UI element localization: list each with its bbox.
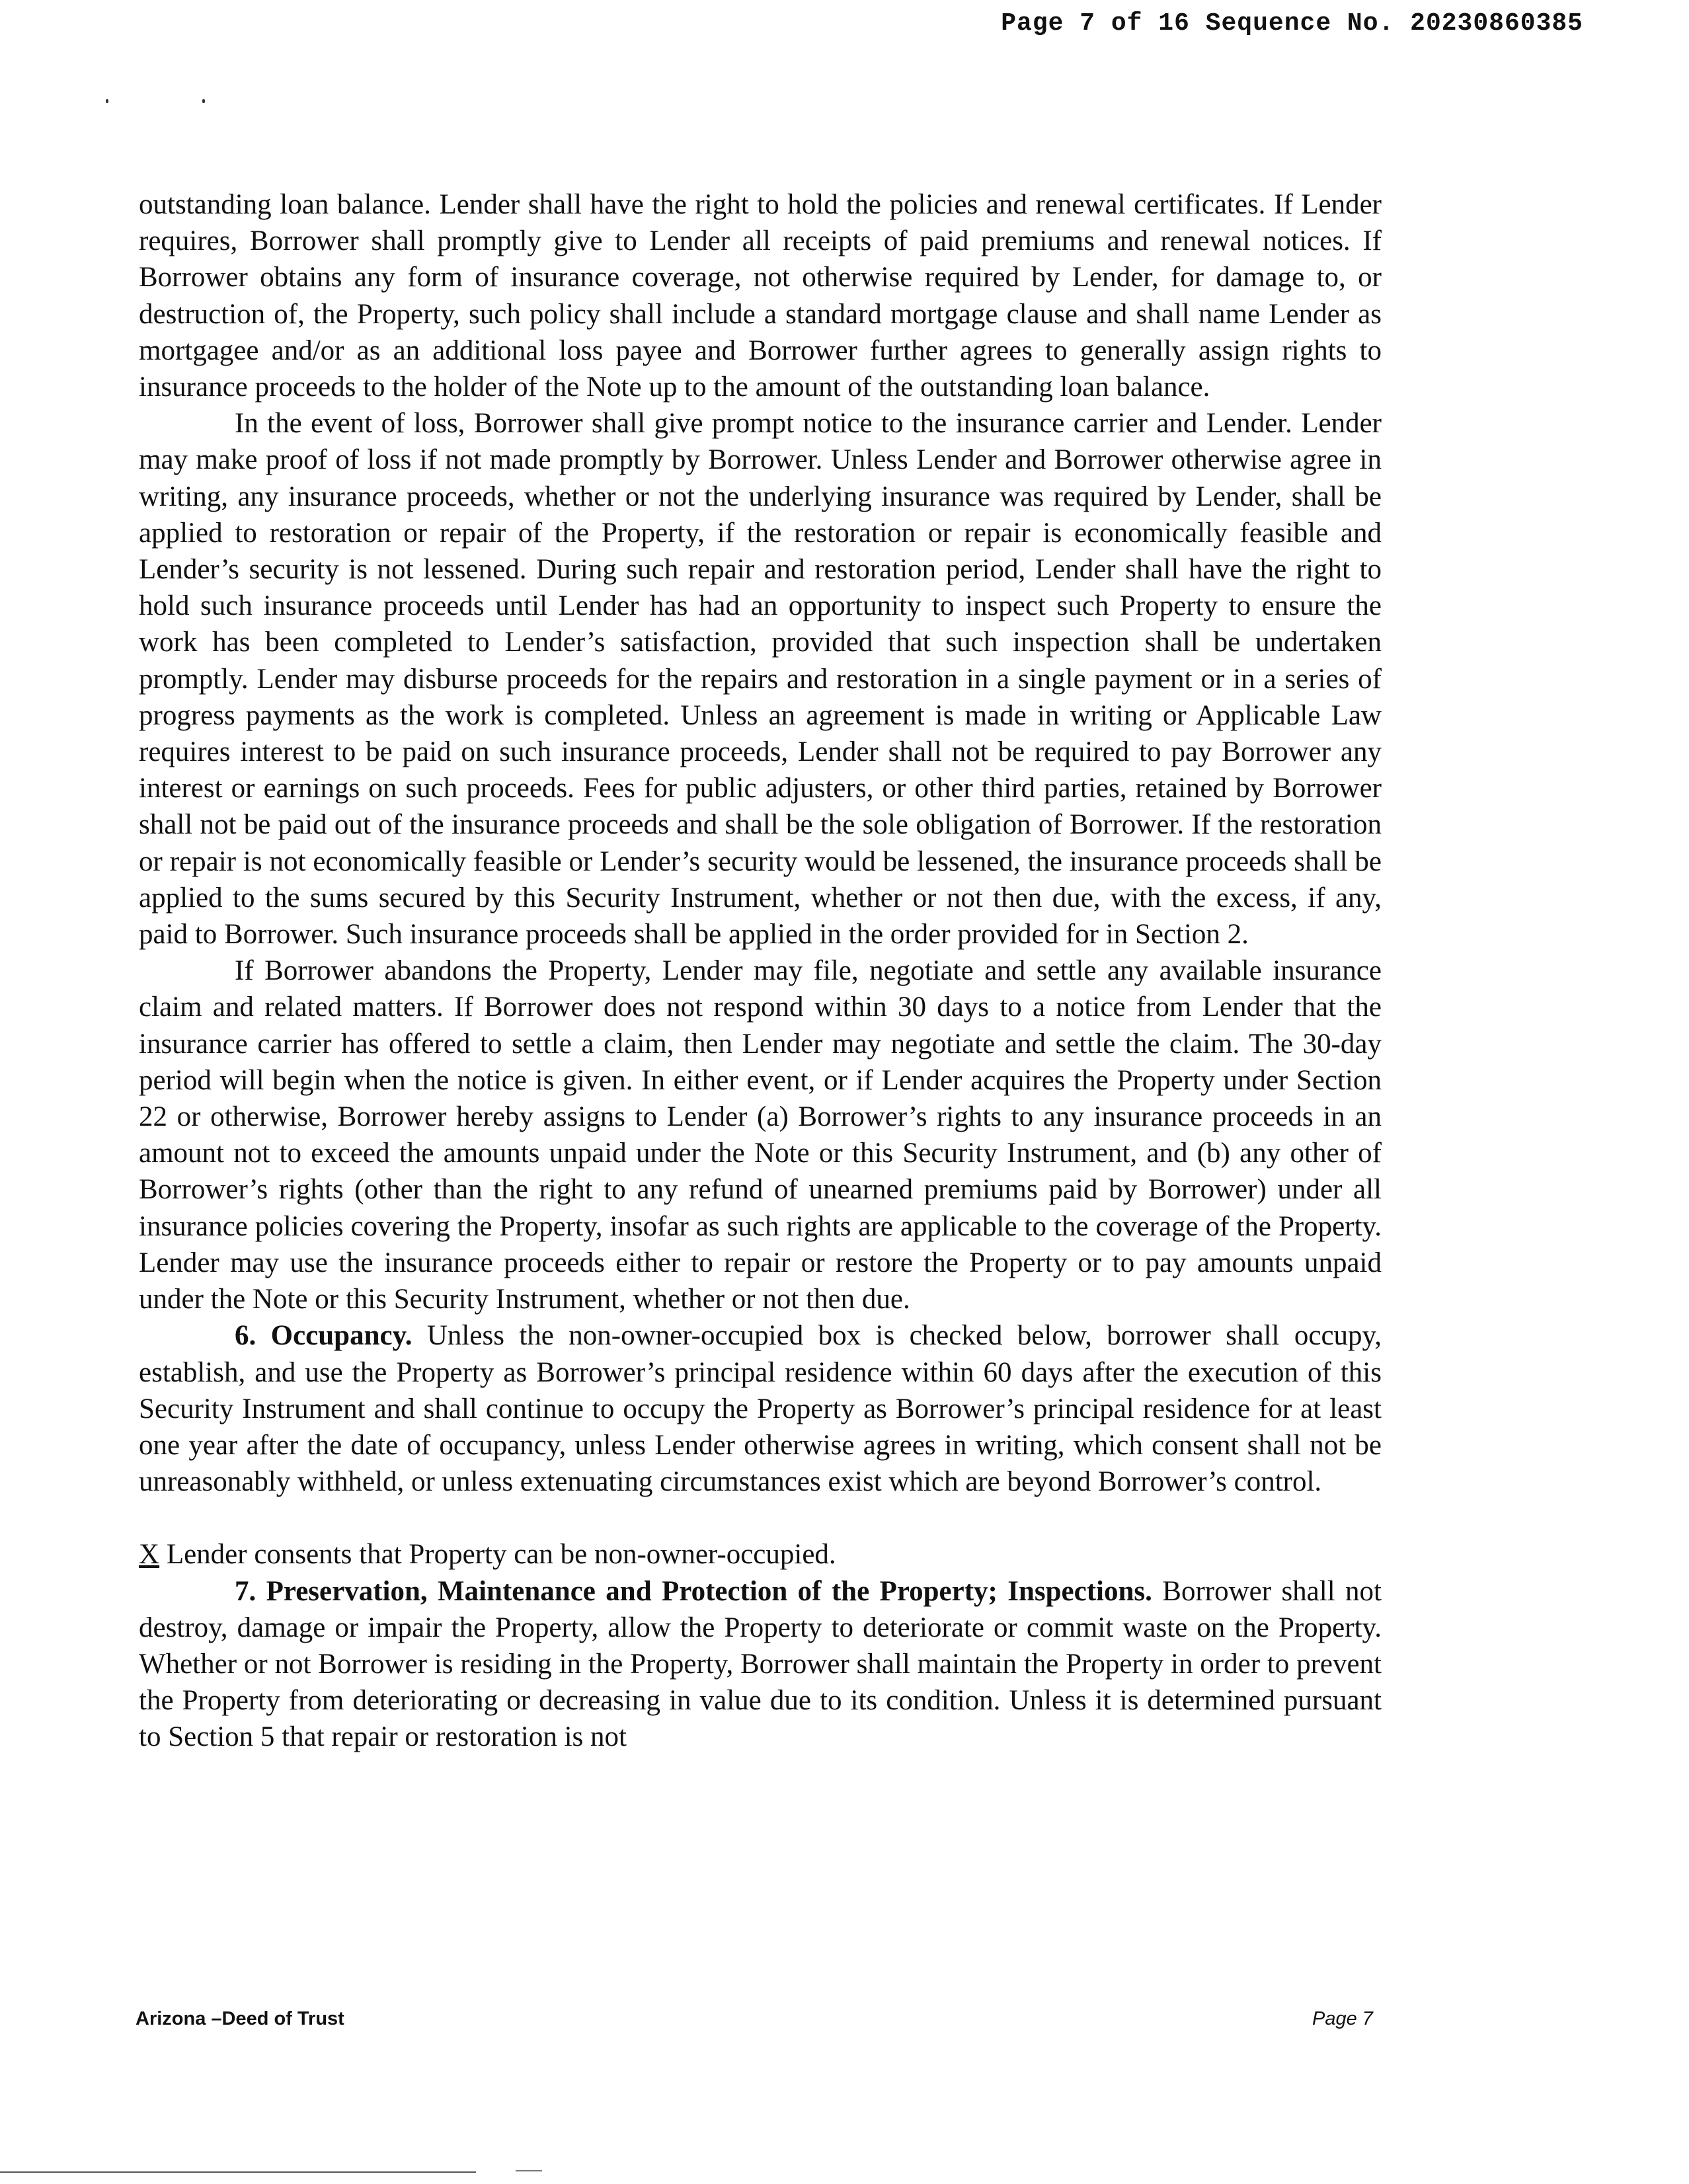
footer-page-number: Page 7	[1312, 2008, 1373, 2029]
non-owner-occupied-option	[139, 1536, 1382, 1573]
section-7-heading: 7. Preservation, Maintenance and Protection of the Property; Inspections.	[235, 1575, 1152, 1607]
scan-edge-line	[0, 2171, 476, 2173]
section-7-text: Borrower shall not destroy, damage or impair the Property, allow the Property to deteriorate or commit waste on the Property. Whether or not Borrower is residing in the Property, Borrower shall maintain the Property in order to prevent the Property from deteriorating or decreasing in value due to its condition. Unless it is determined pursuant to Section 5 that repair or restoration is not	[139, 1575, 1382, 1753]
section-6-occupancy	[139, 1317, 1382, 1500]
scan-edge-dash	[516, 2170, 542, 2171]
section-6-heading: 6. Occupancy.	[235, 1320, 412, 1352]
non-owner-occupied-label: Lender consents that Property can be non-owner-occupied.	[159, 1539, 836, 1571]
recording-header-stamp: Page 7 of 16 Sequence No. 20230860385	[1001, 9, 1583, 38]
section-6-text: Unless the non-owner-occupied box is checked below, borrower shall occupy, establish, and use the Property as Borrower’s principal residence within 60 days after the execution of this Security Instrument and shall continue to occupy the Property as Borrower’s principal residence for at least one year after the date of occupancy, unless Lender otherwise agrees in writing, which consent shall not be unreasonably withheld, or unless extenuating circumstances exist which are beyond Borrower’s control.	[139, 1320, 1382, 1498]
footer-document-title: Arizona –Deed of Trust	[136, 2008, 344, 2029]
section-7-preservation	[139, 1573, 1382, 1756]
paragraph-insurance-policies: outstanding loan balance. Lender shall have the right to hold the policies and renewal certificates. If Lender requires, Borrower shall promptly give to Lender all receipts of paid premiums and renewal notices. If Borrower obtains any form of insurance coverage, not otherwise required by Lender, for damage to, or destruction of, the Property, such policy shall include a standard mortgage clause and shall name Lender as mortgagee and/or as an additional loss payee and Borrower further agrees to generally assign rights to insurance proceeds to the holder of the Note up to the amount of the outstanding loan balance.	[139, 189, 1382, 403]
paragraph-event-of-loss: In the event of loss, Borrower shall give prompt notice to the insurance carrier and Lender. Lender may make proof of loss if not made promptly by Borrower. Unless Lender and Borrower otherwise agree in writing, any insurance proceeds, whether or not the underlying insurance was required by Lender, shall be applied to restoration or repair of the Property, if the restoration or repair is economically feasible and Lender’s security is not lessened. During such repair and restoration period, Lender shall have the right to hold such insurance proceeds until Lender has had an opportunity to inspect such Property to ensure the work has been completed to Lender’s satisfaction, provided that such inspection shall be undertaken promptly. Lender may disburse proceeds for the repairs and restoration in a single payment or in a series of progress payments as the work is completed. Unless an agreement is made in writing or Applicable Law requires interest to be paid on such insurance proceeds, Lender shall not be required to pay Borrower any interest or earnings on such proceeds. Fees for public adjusters, or other third parties, retained by Borrower shall not be paid out of the insurance proceeds and shall be the sole obligation of Borrower. If the restoration or repair is not economically feasible or Lender’s security would be lessened, the insurance proceeds shall be applied to the sums secured by this Security Instrument, whether or not then due, with the excess, if any, paid to Borrower. Such insurance proceeds shall be applied in the order provided for in Section 2.	[139, 408, 1382, 951]
document-body	[139, 186, 1382, 1756]
non-owner-occupied-checkbox-mark: X	[139, 1539, 160, 1571]
paragraph-spacer	[139, 1500, 1382, 1536]
scan-speck-mark	[202, 99, 205, 103]
paragraph-abandonment: If Borrower abandons the Property, Lender may file, negotiate and settle any available insurance claim and related matters. If Borrower does not respond within 30 days to a notice from Lender that the insurance carrier has offered to settle a claim, then Lender may negotiate and settle the claim. The 30-day period will begin when the notice is given. In either event, or if Lender acquires the Property under Section 22 or otherwise, Borrower hereby assigns to Lender (a) Borrower’s rights to any insurance proceeds in an amount not to exceed the amounts unpaid under the Note or this Security Instrument, and (b) any other of Borrower’s rights (other than the right to any refund of unearned premiums paid by Borrower) under all insurance policies covering the Property, insofar as such rights are applicable to the coverage of the Property. Lender may use the insurance proceeds either to repair or restore the Property or to pay amounts unpaid under the Note or this Security Instrument, whether or not then due.	[139, 955, 1382, 1315]
scan-speck-mark	[106, 99, 108, 103]
